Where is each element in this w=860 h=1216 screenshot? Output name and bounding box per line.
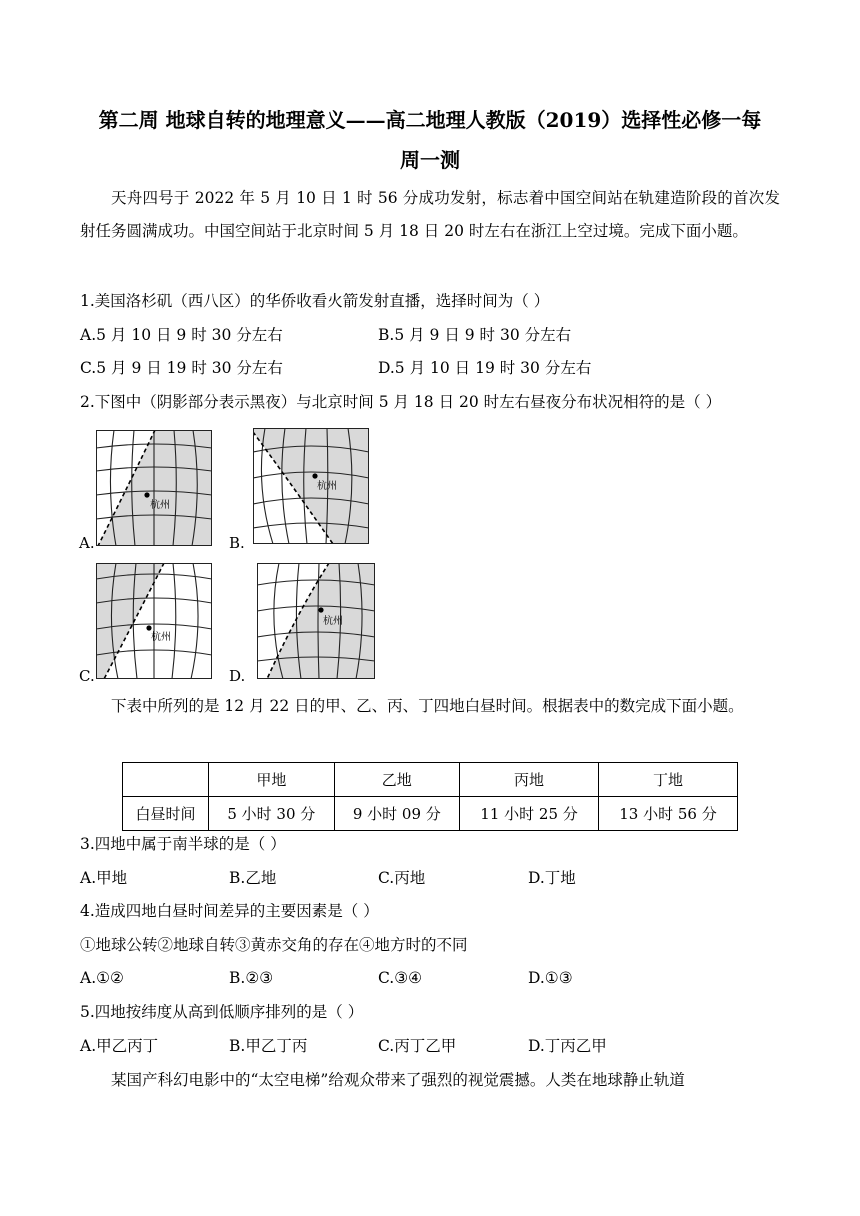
intro-paragraph-1: 天舟四号于 2022 年 5 月 10 日 1 时 56 分成功发射，标志着中国空间站在轨建造阶段的首次发射任务圆满成功。中国空间站于北京时间 5 月 18 日 20 时左右在浙江上空过境。完成下面小题。 [80,189,780,240]
fig-c-city-label: 杭州 [151,632,171,643]
fig-b-label: B. [229,534,245,552]
table-header-cell [123,763,209,797]
q4-option-a: A.①② [80,969,124,987]
q4-option-d: D.①③ [528,969,573,987]
table-header-cell: 乙地 [334,763,459,797]
fig-a-city-label: 杭州 [150,500,170,511]
table-header-row [123,763,738,797]
q3-option-b: B.乙地 [229,869,277,887]
table-cell: 11 小时 25 分 [460,797,599,831]
fig-a-label: A. [79,534,95,552]
daylight-table [122,762,738,831]
q3-option-d: D.丁地 [528,869,576,887]
fig-d-label: D. [229,667,246,685]
q4-items: ①地球公转②地球自转③黄赤交角的存在④地方时的不同 [80,936,468,954]
q3-option-c: C.丙地 [378,869,426,887]
intro-paragraph-3: 某国产科幻电影中的“太空电梯”给观众带来了强烈的视觉震撼。人类在地球静止轨道 [111,1071,685,1089]
intro-paragraph-2: 下表中所列的是 12 月 22 日的甲、乙、丙、丁四地白昼时间。根据表中的数完成下面小题。 [111,697,744,715]
table-cell: 5 小时 30 分 [209,797,334,831]
q1-option-b: B.5 月 9 日 9 时 30 分左右 [378,326,572,344]
table-cell: 9 小时 09 分 [334,797,459,831]
figure-a [96,430,212,546]
table-cell: 13 小时 56 分 [599,797,738,831]
q1-option-c: C.5 月 9 日 19 时 30 分左右 [80,359,283,377]
table-header-cell: 丙地 [460,763,599,797]
fig-b-city-label: 杭州 [317,481,337,492]
figure-d [257,563,375,679]
q5-option-c: C.丙丁乙甲 [378,1037,457,1055]
figure-c [96,563,212,679]
q5-option-b: B.甲乙丁丙 [229,1037,308,1055]
q5-option-a: A.甲乙丙丁 [80,1037,159,1055]
table-row [123,797,738,831]
q3-stem: 3.四地中属于南半球的是（ ） [80,835,286,853]
q5-stem: 5.四地按纬度从高到低顺序排列的是（ ） [80,1003,364,1021]
q1-option-d: D.5 月 10 日 19 时 30 分左右 [378,359,592,377]
q3-option-a: A.甲地 [80,869,128,887]
q1-stem: 1.美国洛杉矶（西八区）的华侨收看火箭发射直播，选择时间为（ ） [80,292,550,310]
fig-c-label: C. [79,667,95,685]
fig-d-city-label: 杭州 [323,616,343,627]
doc-title-line1: 第二周 地球自转的地理意义——高二地理人教版（2019）选择性必修一每 [98,108,762,132]
doc-title-line2: 周一测 [400,148,460,172]
table-header-cell: 丁地 [599,763,738,797]
table-header-cell: 甲地 [209,763,334,797]
q5-option-d: D.丁丙乙甲 [528,1037,607,1055]
q2-stem: 2.下图中（阴影部分表示黑夜）与北京时间 5 月 18 日 20 时左右昼夜分布状况相符的是（ ） [80,393,722,411]
q4-option-c: C.③④ [378,969,423,987]
q4-option-b: B.②③ [229,969,274,987]
q4-stem: 4.造成四地白昼时间差异的主要因素是（ ） [80,902,379,920]
figure-b [253,428,369,544]
q1-option-a: A.5 月 10 日 9 时 30 分左右 [80,326,283,344]
table-row-label: 白昼时间 [123,797,209,831]
